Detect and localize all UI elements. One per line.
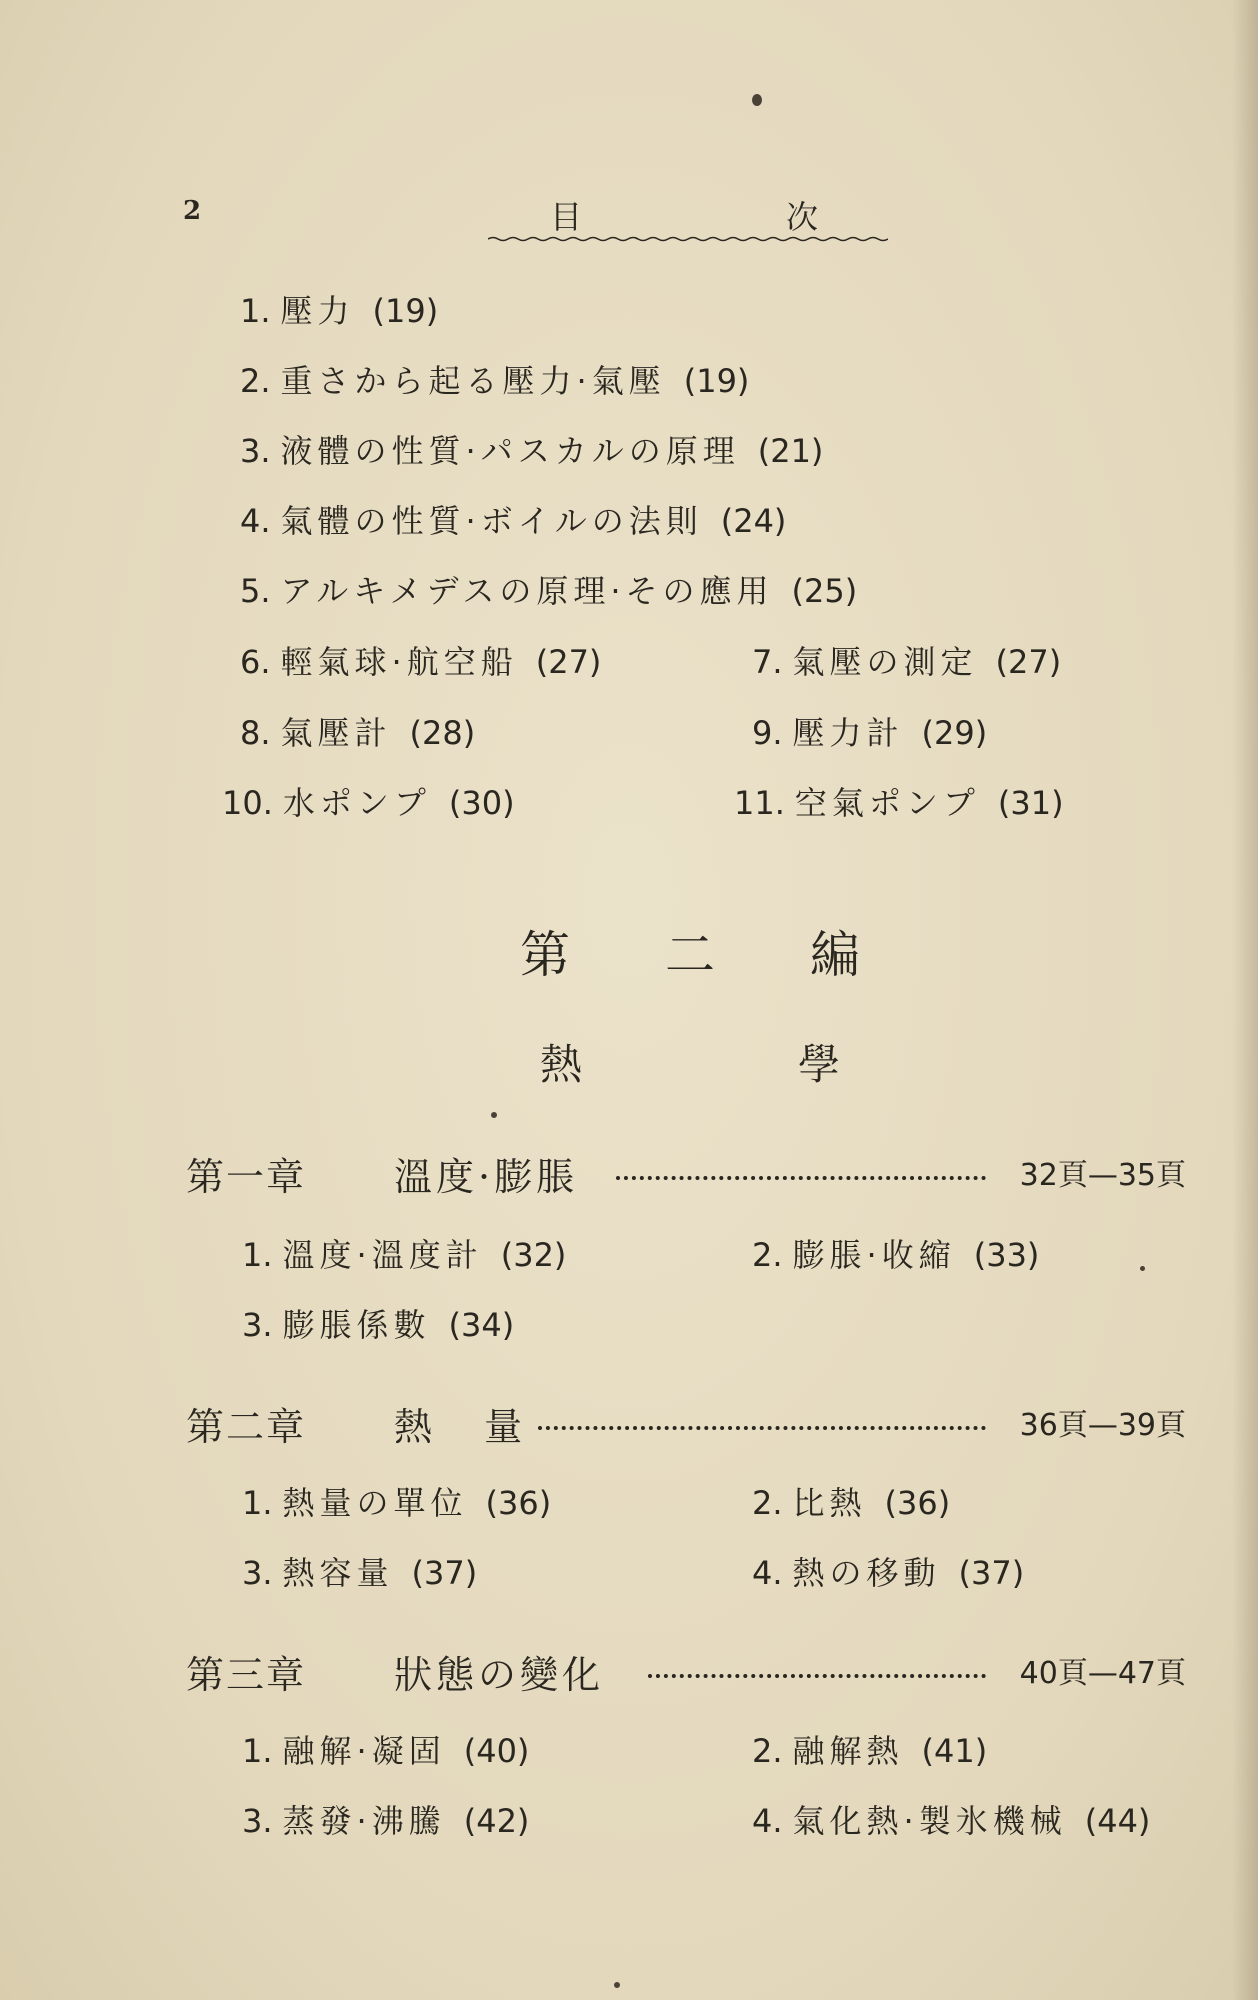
leader-dots — [538, 1414, 986, 1430]
toc-item: 2. 膨脹·收縮 (33) — [752, 1236, 1040, 1274]
part-subtitle-char: 熱 — [540, 1040, 583, 1089]
chapter-page-range: 40頁—47頁 — [1019, 1656, 1186, 1691]
part-title — [520, 915, 860, 987]
page-edge-shadow — [1232, 0, 1258, 2000]
toc-item: 4. 氣體の性質·ボイルの法則 (24) — [240, 502, 787, 540]
running-head-wavy-rule — [488, 236, 888, 242]
toc-item: 11. 空氣ポンプ (31) — [734, 784, 1064, 822]
toc-item: 1. 溫度·溫度計 (32) — [242, 1236, 567, 1274]
part-title-char: 二 — [665, 926, 715, 984]
toc-item: 9. 壓力計 (29) — [752, 714, 988, 752]
chapter-heading — [186, 1146, 1186, 1199]
chapter-number: 第一章 — [186, 1155, 307, 1199]
toc-item: 6. 輕氣球·航空船 (27) — [240, 643, 602, 681]
running-head-char: 次 — [785, 198, 820, 236]
toc-item: 10. 水ポンプ (30) — [222, 784, 515, 822]
chapter-number: 第三章 — [186, 1653, 307, 1697]
part-title-char: 編 — [810, 926, 860, 984]
running-head-char: 目 — [550, 198, 585, 236]
chapter-title: 狀態の變化 — [394, 1653, 605, 1697]
chapter-number: 第二章 — [186, 1405, 307, 1449]
leader-dots — [648, 1662, 986, 1678]
paper-speck — [614, 1982, 620, 1988]
toc-item: 2. 比熱 (36) — [752, 1484, 951, 1522]
toc-item: 7. 氣壓の測定 (27) — [752, 643, 1062, 681]
toc-item: 3. 膨脹係數 (34) — [242, 1306, 515, 1344]
chapter-title: 熱 量 — [394, 1405, 543, 1449]
toc-item: 3. 液體の性質·パスカルの原理 (21) — [240, 432, 824, 470]
chapter-page-range: 36頁—39頁 — [1019, 1408, 1186, 1443]
toc-item: 5. アルキメデスの原理·その應用 (25) — [240, 572, 858, 610]
toc-item: 3. 蒸發·沸騰 (42) — [242, 1802, 530, 1840]
paper-speck — [1140, 1266, 1145, 1271]
part-subtitle-char: 學 — [797, 1040, 840, 1089]
running-head — [490, 192, 880, 238]
chapter-heading — [186, 1644, 1186, 1697]
toc-item: 8. 氣壓計 (28) — [240, 714, 476, 752]
part-subtitle — [540, 1032, 840, 1092]
paper-speck — [752, 94, 762, 106]
page-number: 2 — [183, 196, 202, 226]
part-title-char: 第 — [520, 926, 570, 984]
chapter-title: 溫度·膨脹 — [394, 1155, 579, 1199]
toc-item: 4. 熱の移動 (37) — [752, 1554, 1025, 1592]
toc-item: 1. 熱量の單位 (36) — [242, 1484, 552, 1522]
toc-item: 2. 重さから起る壓力·氣壓 (19) — [240, 362, 750, 400]
leader-dots — [616, 1164, 986, 1180]
toc-item: 4. 氣化熱·製氷機械 (44) — [752, 1802, 1151, 1840]
toc-item: 1. 融解·凝固 (40) — [242, 1732, 530, 1770]
chapter-heading — [186, 1396, 1186, 1449]
chapter-page-range: 32頁—35頁 — [1019, 1158, 1186, 1193]
paper-speck — [491, 1112, 497, 1118]
toc-item: 3. 熱容量 (37) — [242, 1554, 478, 1592]
toc-item: 1. 壓力 (19) — [240, 292, 439, 330]
toc-item: 2. 融解熱 (41) — [752, 1732, 988, 1770]
